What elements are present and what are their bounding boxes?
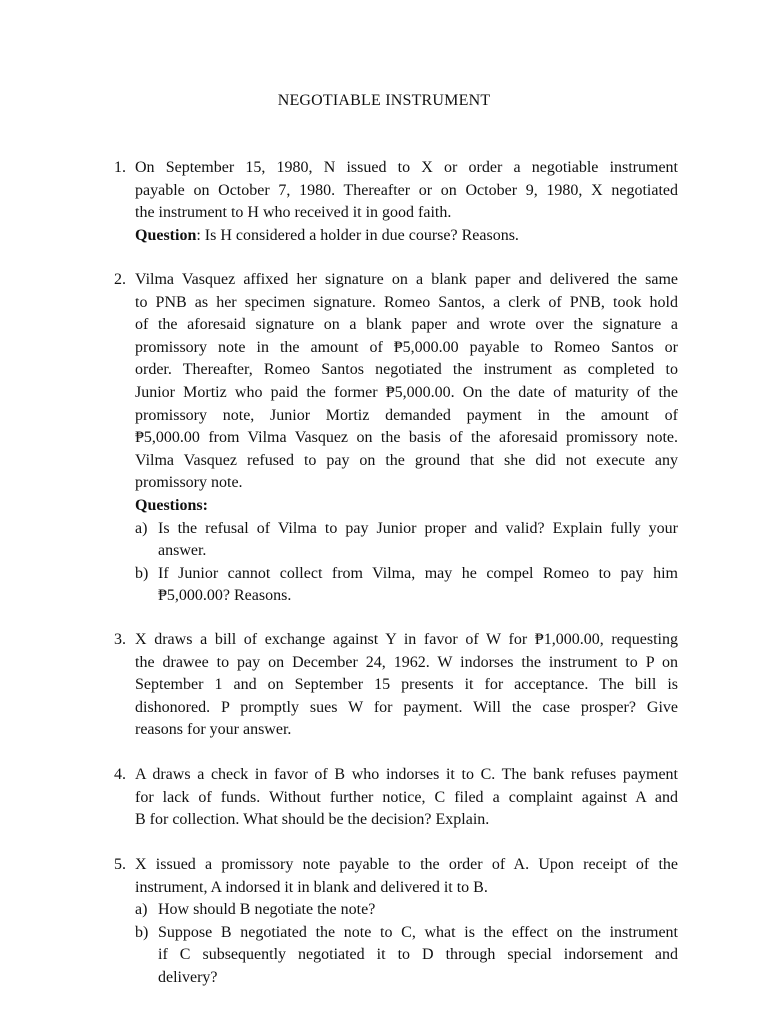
question-body xyxy=(135,269,678,608)
text-line: dishonored. P promptly sues W for payment. Will the case prosper? Give xyxy=(135,698,678,716)
text-line: of the aforesaid signature on a blank paper and wrote over the signature a xyxy=(135,316,678,334)
text-line: September 1 and on September 15 presents it for acceptance. The bill is xyxy=(135,676,678,694)
text-line: if C subsequently negotiated it to D through special indorsement and xyxy=(158,946,678,964)
text-line: B for collection. What should be the decision? Explain. xyxy=(135,811,490,829)
sub-question-text xyxy=(158,922,678,990)
text-line: promissory note. xyxy=(135,474,243,492)
sub-question-a xyxy=(135,899,678,922)
question-number: 5. xyxy=(114,856,126,873)
question-label: Question xyxy=(135,226,197,244)
question-number: 1. xyxy=(114,159,126,176)
text-line: promissory note in the amount of ₱5,000.00 payable to Romeo Santos or xyxy=(135,338,678,356)
document-title: NEGOTIABLE INSTRUMENT xyxy=(277,92,491,109)
sub-question-label: b) xyxy=(135,564,149,582)
text-line: the instrument to H who received it in good faith. xyxy=(135,204,452,222)
sub-question-label: b) xyxy=(135,923,149,941)
question-text: : Is H considered a holder in due course? Reasons. xyxy=(196,226,519,244)
text-line: reasons for your answer. xyxy=(135,721,292,739)
sub-question-text xyxy=(158,518,678,563)
question-body xyxy=(135,764,678,832)
text-line: to PNB as her specimen signature. Romeo Santos, a clerk of PNB, took hold xyxy=(135,293,678,311)
text-line: Suppose B negotiated the note to C, what is the effect on the instrument xyxy=(158,923,678,941)
question-body xyxy=(135,854,678,990)
text-line: X issued a promissory note payable to the order of A. Upon receipt of the xyxy=(135,856,678,873)
sub-question-label: a) xyxy=(135,901,148,919)
text-line: answer. xyxy=(158,542,207,560)
question-3 xyxy=(114,629,678,742)
question-body xyxy=(135,157,678,247)
question-prompt xyxy=(135,225,678,248)
question-body xyxy=(135,629,678,742)
sub-question-text xyxy=(158,899,678,922)
sub-question-label: a) xyxy=(135,519,148,537)
text-line: On September 15, 1980, N issued to X or order a negotiable instrument xyxy=(135,159,678,176)
text-line: A draws a check in favor of B who indorses it to C. The bank refuses payment xyxy=(135,766,678,783)
text-line: X draws a bill of exchange against Y in favor of W for ₱1,000.00, requesting xyxy=(135,631,678,648)
text-line: for lack of funds. Without further notice, C filed a complaint against A and xyxy=(135,788,678,806)
question-1 xyxy=(114,157,678,247)
text-line: Junior Mortiz who paid the former ₱5,000.00. On the date of maturity of the xyxy=(135,383,678,401)
text-line: If Junior cannot collect from Vilma, may he compel Romeo to pay him xyxy=(158,564,678,582)
text-line: payable on October 7, 1980. Thereafter or on October 9, 1980, X negotiated xyxy=(135,181,678,199)
sub-question-text xyxy=(158,563,678,608)
sub-question-a xyxy=(135,518,678,563)
question-number: 3. xyxy=(114,631,126,648)
text-line: instrument, A indorsed it in blank and delivered it to B. xyxy=(135,878,488,896)
sub-question-b xyxy=(135,922,678,990)
text-line: Vilma Vasquez refused to pay on the ground that she did not execute any xyxy=(135,451,678,469)
text-line: promissory note, Junior Mortiz demanded payment in the amount of xyxy=(135,406,678,424)
text-line: Vilma Vasquez affixed her signature on a blank paper and delivered the same xyxy=(135,271,678,288)
question-number: 2. xyxy=(114,271,126,288)
questions-label: Questions: xyxy=(135,496,208,514)
text-line: ₱5,000.00? Reasons. xyxy=(158,587,292,605)
text-line: How should B negotiate the note? xyxy=(158,901,376,919)
text-line: the drawee to pay on December 24, 1962. W indorses the instrument to P on xyxy=(135,653,678,671)
question-number: 4. xyxy=(114,766,126,783)
text-line: ₱5,000.00 from Vilma Vasquez on the basis of the aforesaid promissory note. xyxy=(135,429,678,447)
sub-question-b xyxy=(135,563,678,608)
question-5 xyxy=(114,854,678,990)
text-line: order. Thereafter, Romeo Santos negotiated the instrument as completed to xyxy=(135,361,678,379)
question-2 xyxy=(114,269,678,608)
text-line: delivery? xyxy=(158,968,218,986)
text-line: Is the refusal of Vilma to pay Junior proper and valid? Explain fully your xyxy=(158,519,678,537)
question-4 xyxy=(114,764,678,832)
